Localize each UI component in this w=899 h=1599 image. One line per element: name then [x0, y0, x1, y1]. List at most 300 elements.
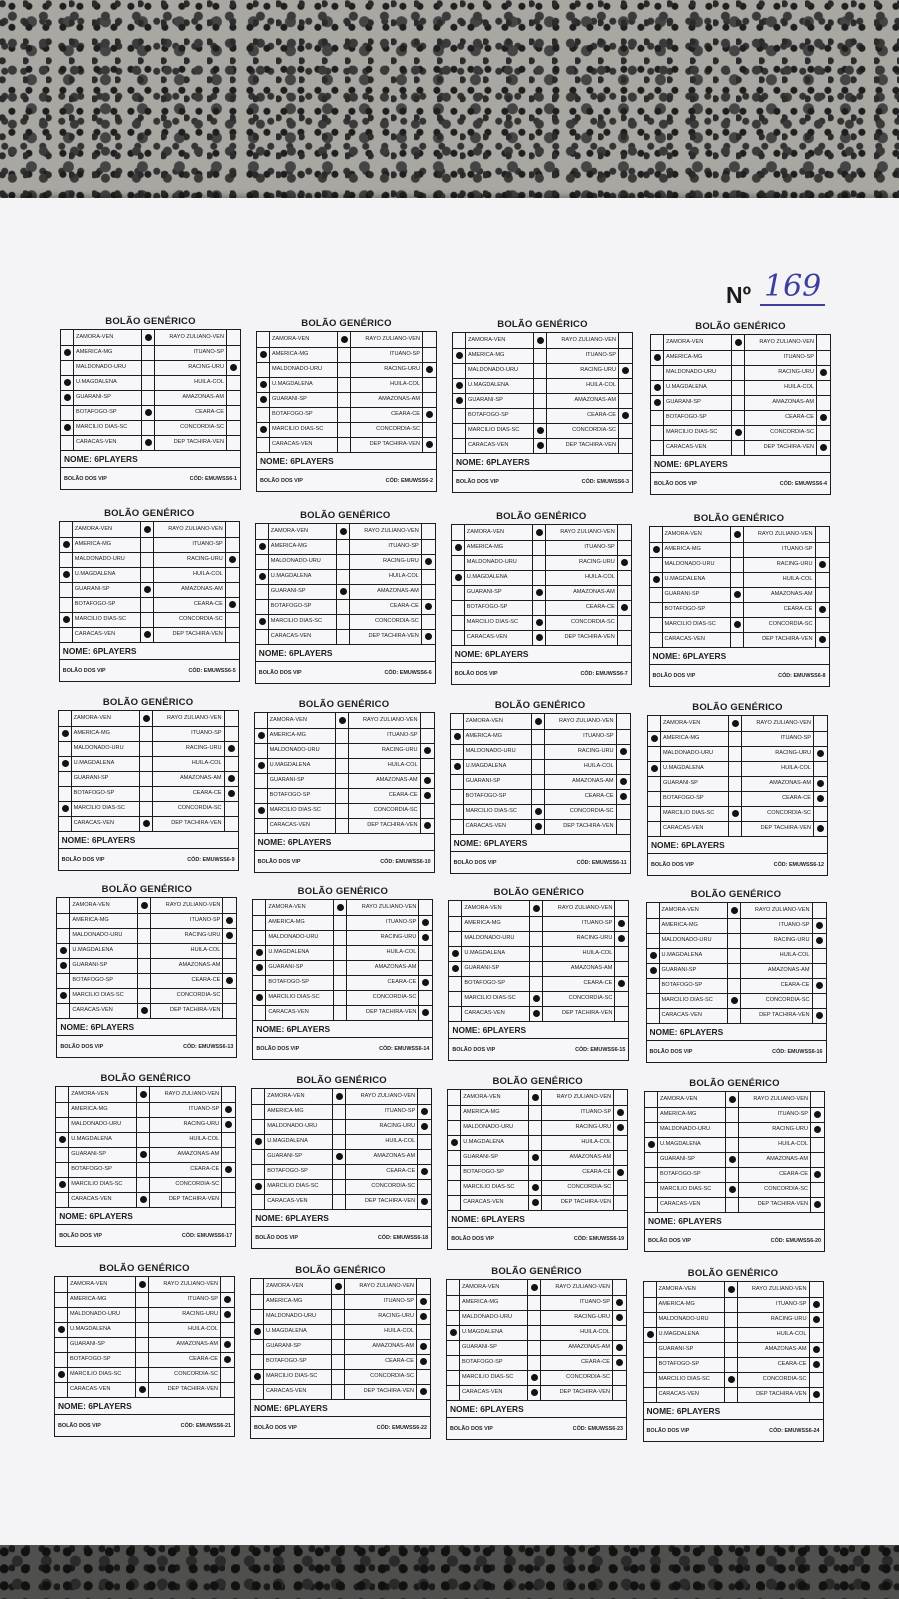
draw-pick-box[interactable] [529, 1105, 542, 1120]
draw-pick-box[interactable] [731, 632, 744, 647]
away-pick-box[interactable] [615, 931, 628, 946]
home-pick-box[interactable] [651, 410, 664, 425]
draw-pick-box[interactable] [732, 395, 745, 410]
home-pick-box[interactable] [56, 1132, 69, 1147]
draw-pick-box[interactable] [533, 600, 546, 615]
home-pick-box[interactable] [251, 1294, 264, 1309]
draw-pick-box[interactable] [334, 1005, 347, 1020]
draw-pick-box[interactable] [729, 791, 742, 806]
draw-pick-box[interactable] [529, 1120, 542, 1135]
home-pick-box[interactable] [448, 1090, 461, 1105]
home-pick-box[interactable] [251, 1309, 264, 1324]
home-pick-box[interactable] [55, 1337, 68, 1352]
away-pick-box[interactable] [618, 585, 631, 600]
home-pick-box[interactable] [650, 557, 663, 572]
home-pick-box[interactable] [56, 1087, 69, 1102]
draw-pick-box[interactable] [725, 1357, 738, 1372]
draw-pick-box[interactable] [534, 438, 547, 453]
home-pick-box[interactable] [452, 525, 465, 540]
away-pick-box[interactable] [810, 1387, 823, 1402]
home-pick-box[interactable] [650, 617, 663, 632]
home-pick-box[interactable] [451, 759, 464, 774]
home-pick-box[interactable] [257, 407, 270, 422]
away-pick-box[interactable] [222, 1117, 235, 1132]
away-pick-box[interactable] [811, 1167, 824, 1182]
away-pick-box[interactable] [617, 729, 630, 744]
away-pick-box[interactable] [811, 1182, 824, 1197]
draw-pick-box[interactable] [334, 990, 347, 1005]
home-pick-box[interactable] [60, 627, 73, 642]
home-pick-box[interactable] [651, 395, 664, 410]
home-pick-box[interactable] [650, 572, 663, 587]
draw-pick-box[interactable] [731, 587, 744, 602]
draw-pick-box[interactable] [532, 729, 545, 744]
away-pick-box[interactable] [617, 819, 630, 834]
draw-pick-box[interactable] [141, 582, 154, 597]
away-pick-box[interactable] [222, 1192, 235, 1207]
home-pick-box[interactable] [56, 1102, 69, 1117]
home-pick-box[interactable] [253, 930, 266, 945]
home-pick-box[interactable] [57, 1003, 70, 1018]
away-pick-box[interactable] [423, 392, 436, 407]
draw-pick-box[interactable] [533, 615, 546, 630]
away-pick-box[interactable] [617, 714, 630, 729]
home-pick-box[interactable] [59, 726, 72, 741]
away-pick-box[interactable] [619, 423, 632, 438]
home-pick-box[interactable] [645, 1152, 658, 1167]
home-pick-box[interactable] [448, 1195, 461, 1210]
home-pick-box[interactable] [448, 1165, 461, 1180]
draw-pick-box[interactable] [728, 1008, 741, 1023]
away-pick-box[interactable] [423, 437, 436, 452]
away-pick-box[interactable] [421, 743, 434, 758]
away-pick-box[interactable] [223, 1003, 236, 1018]
home-pick-box[interactable] [650, 602, 663, 617]
draw-pick-box[interactable] [534, 333, 547, 348]
away-pick-box[interactable] [419, 990, 432, 1005]
home-pick-box[interactable] [645, 1167, 658, 1182]
draw-pick-box[interactable] [533, 630, 546, 645]
home-pick-box[interactable] [257, 377, 270, 392]
home-pick-box[interactable] [57, 928, 70, 943]
draw-pick-box[interactable] [728, 918, 741, 933]
draw-pick-box[interactable] [726, 1182, 739, 1197]
home-pick-box[interactable] [648, 821, 661, 836]
draw-pick-box[interactable] [142, 375, 155, 390]
away-pick-box[interactable] [618, 525, 631, 540]
away-pick-box[interactable] [223, 988, 236, 1003]
draw-pick-box[interactable] [142, 435, 155, 450]
home-pick-box[interactable] [447, 1325, 460, 1340]
home-pick-box[interactable] [59, 816, 72, 831]
home-pick-box[interactable] [644, 1282, 657, 1297]
home-pick-box[interactable] [451, 744, 464, 759]
home-pick-box[interactable] [449, 1006, 462, 1021]
home-pick-box[interactable] [59, 741, 72, 756]
away-pick-box[interactable] [618, 615, 631, 630]
home-pick-box[interactable] [647, 1008, 660, 1023]
away-pick-box[interactable] [417, 1354, 430, 1369]
away-pick-box[interactable] [418, 1149, 431, 1164]
home-pick-box[interactable] [253, 945, 266, 960]
home-pick-box[interactable] [56, 1117, 69, 1132]
away-pick-box[interactable] [817, 365, 830, 380]
draw-pick-box[interactable] [725, 1297, 738, 1312]
home-pick-box[interactable] [644, 1312, 657, 1327]
home-pick-box[interactable] [60, 522, 73, 537]
home-pick-box[interactable] [452, 555, 465, 570]
away-pick-box[interactable] [222, 1132, 235, 1147]
home-pick-box[interactable] [253, 900, 266, 915]
draw-pick-box[interactable] [731, 557, 744, 572]
draw-pick-box[interactable] [528, 1295, 541, 1310]
draw-pick-box[interactable] [336, 713, 349, 728]
away-pick-box[interactable] [811, 1152, 824, 1167]
away-pick-box[interactable] [816, 602, 829, 617]
home-pick-box[interactable] [447, 1385, 460, 1400]
away-pick-box[interactable] [225, 816, 238, 831]
away-pick-box[interactable] [421, 818, 434, 833]
away-pick-box[interactable] [615, 961, 628, 976]
away-pick-box[interactable] [618, 630, 631, 645]
away-pick-box[interactable] [418, 1164, 431, 1179]
draw-pick-box[interactable] [136, 1322, 149, 1337]
draw-pick-box[interactable] [533, 555, 546, 570]
draw-pick-box[interactable] [534, 378, 547, 393]
away-pick-box[interactable] [613, 1325, 626, 1340]
away-pick-box[interactable] [618, 570, 631, 585]
home-pick-box[interactable] [647, 918, 660, 933]
draw-pick-box[interactable] [726, 1137, 739, 1152]
home-pick-box[interactable] [451, 729, 464, 744]
home-pick-box[interactable] [251, 1354, 264, 1369]
draw-pick-box[interactable] [532, 789, 545, 804]
home-pick-box[interactable] [57, 973, 70, 988]
away-pick-box[interactable] [814, 791, 827, 806]
draw-pick-box[interactable] [530, 901, 543, 916]
draw-pick-box[interactable] [532, 819, 545, 834]
away-pick-box[interactable] [421, 713, 434, 728]
draw-pick-box[interactable] [528, 1310, 541, 1325]
draw-pick-box[interactable] [726, 1107, 739, 1122]
home-pick-box[interactable] [253, 975, 266, 990]
home-pick-box[interactable] [255, 788, 268, 803]
draw-pick-box[interactable] [729, 776, 742, 791]
draw-pick-box[interactable] [142, 360, 155, 375]
away-pick-box[interactable] [617, 804, 630, 819]
away-pick-box[interactable] [227, 420, 240, 435]
away-pick-box[interactable] [618, 540, 631, 555]
draw-pick-box[interactable] [333, 1119, 346, 1134]
home-pick-box[interactable] [57, 898, 70, 913]
home-pick-box[interactable] [256, 599, 269, 614]
draw-pick-box[interactable] [534, 408, 547, 423]
away-pick-box[interactable] [226, 627, 239, 642]
away-pick-box[interactable] [810, 1327, 823, 1342]
home-pick-box[interactable] [255, 818, 268, 833]
away-pick-box[interactable] [226, 567, 239, 582]
away-pick-box[interactable] [422, 614, 435, 629]
away-pick-box[interactable] [810, 1357, 823, 1372]
draw-pick-box[interactable] [140, 771, 153, 786]
draw-pick-box[interactable] [338, 392, 351, 407]
away-pick-box[interactable] [419, 930, 432, 945]
draw-pick-box[interactable] [732, 410, 745, 425]
draw-pick-box[interactable] [336, 728, 349, 743]
home-pick-box[interactable] [61, 390, 74, 405]
home-pick-box[interactable] [257, 437, 270, 452]
draw-pick-box[interactable] [336, 788, 349, 803]
home-pick-box[interactable] [61, 405, 74, 420]
home-pick-box[interactable] [252, 1089, 265, 1104]
away-pick-box[interactable] [222, 1102, 235, 1117]
home-pick-box[interactable] [256, 629, 269, 644]
away-pick-box[interactable] [422, 524, 435, 539]
home-pick-box[interactable] [252, 1194, 265, 1209]
away-pick-box[interactable] [618, 555, 631, 570]
home-pick-box[interactable] [255, 773, 268, 788]
home-pick-box[interactable] [645, 1197, 658, 1212]
draw-pick-box[interactable] [142, 330, 155, 345]
away-pick-box[interactable] [817, 425, 830, 440]
away-pick-box[interactable] [614, 1105, 627, 1120]
draw-pick-box[interactable] [732, 335, 745, 350]
home-pick-box[interactable] [644, 1342, 657, 1357]
draw-pick-box[interactable] [528, 1370, 541, 1385]
draw-pick-box[interactable] [137, 1117, 150, 1132]
away-pick-box[interactable] [811, 1107, 824, 1122]
away-pick-box[interactable] [813, 993, 826, 1008]
draw-pick-box[interactable] [334, 900, 347, 915]
away-pick-box[interactable] [617, 744, 630, 759]
home-pick-box[interactable] [651, 350, 664, 365]
home-pick-box[interactable] [650, 632, 663, 647]
home-pick-box[interactable] [61, 345, 74, 360]
draw-pick-box[interactable] [136, 1307, 149, 1322]
away-pick-box[interactable] [617, 774, 630, 789]
draw-pick-box[interactable] [729, 821, 742, 836]
home-pick-box[interactable] [647, 933, 660, 948]
away-pick-box[interactable] [816, 557, 829, 572]
home-pick-box[interactable] [256, 569, 269, 584]
home-pick-box[interactable] [453, 438, 466, 453]
home-pick-box[interactable] [256, 554, 269, 569]
away-pick-box[interactable] [614, 1090, 627, 1105]
home-pick-box[interactable] [55, 1322, 68, 1337]
home-pick-box[interactable] [57, 988, 70, 1003]
draw-pick-box[interactable] [138, 928, 151, 943]
away-pick-box[interactable] [816, 527, 829, 542]
draw-pick-box[interactable] [729, 761, 742, 776]
draw-pick-box[interactable] [729, 746, 742, 761]
away-pick-box[interactable] [810, 1282, 823, 1297]
home-pick-box[interactable] [452, 585, 465, 600]
draw-pick-box[interactable] [532, 759, 545, 774]
home-pick-box[interactable] [59, 786, 72, 801]
home-pick-box[interactable] [648, 716, 661, 731]
home-pick-box[interactable] [56, 1162, 69, 1177]
home-pick-box[interactable] [449, 991, 462, 1006]
home-pick-box[interactable] [447, 1370, 460, 1385]
draw-pick-box[interactable] [141, 612, 154, 627]
away-pick-box[interactable] [810, 1297, 823, 1312]
home-pick-box[interactable] [449, 931, 462, 946]
draw-pick-box[interactable] [533, 525, 546, 540]
home-pick-box[interactable] [448, 1135, 461, 1150]
away-pick-box[interactable] [614, 1120, 627, 1135]
home-pick-box[interactable] [257, 362, 270, 377]
draw-pick-box[interactable] [726, 1167, 739, 1182]
away-pick-box[interactable] [226, 537, 239, 552]
away-pick-box[interactable] [813, 963, 826, 978]
home-pick-box[interactable] [650, 527, 663, 542]
away-pick-box[interactable] [223, 913, 236, 928]
home-pick-box[interactable] [252, 1149, 265, 1164]
draw-pick-box[interactable] [533, 585, 546, 600]
away-pick-box[interactable] [619, 378, 632, 393]
home-pick-box[interactable] [447, 1340, 460, 1355]
draw-pick-box[interactable] [337, 524, 350, 539]
draw-pick-box[interactable] [532, 804, 545, 819]
home-pick-box[interactable] [252, 1134, 265, 1149]
away-pick-box[interactable] [227, 345, 240, 360]
draw-pick-box[interactable] [528, 1280, 541, 1295]
draw-pick-box[interactable] [337, 584, 350, 599]
draw-pick-box[interactable] [529, 1195, 542, 1210]
away-pick-box[interactable] [221, 1352, 234, 1367]
draw-pick-box[interactable] [334, 975, 347, 990]
away-pick-box[interactable] [222, 1147, 235, 1162]
draw-pick-box[interactable] [137, 1087, 150, 1102]
home-pick-box[interactable] [648, 731, 661, 746]
draw-pick-box[interactable] [332, 1369, 345, 1384]
away-pick-box[interactable] [225, 801, 238, 816]
away-pick-box[interactable] [417, 1279, 430, 1294]
away-pick-box[interactable] [417, 1324, 430, 1339]
home-pick-box[interactable] [447, 1355, 460, 1370]
away-pick-box[interactable] [619, 333, 632, 348]
away-pick-box[interactable] [422, 599, 435, 614]
draw-pick-box[interactable] [141, 537, 154, 552]
draw-pick-box[interactable] [338, 332, 351, 347]
home-pick-box[interactable] [61, 330, 74, 345]
home-pick-box[interactable] [448, 1120, 461, 1135]
draw-pick-box[interactable] [728, 933, 741, 948]
away-pick-box[interactable] [613, 1355, 626, 1370]
draw-pick-box[interactable] [726, 1122, 739, 1137]
draw-pick-box[interactable] [136, 1277, 149, 1292]
home-pick-box[interactable] [59, 801, 72, 816]
away-pick-box[interactable] [417, 1369, 430, 1384]
away-pick-box[interactable] [613, 1310, 626, 1325]
draw-pick-box[interactable] [334, 945, 347, 960]
home-pick-box[interactable] [253, 960, 266, 975]
home-pick-box[interactable] [453, 393, 466, 408]
away-pick-box[interactable] [226, 552, 239, 567]
draw-pick-box[interactable] [141, 552, 154, 567]
draw-pick-box[interactable] [137, 1132, 150, 1147]
draw-pick-box[interactable] [141, 627, 154, 642]
home-pick-box[interactable] [60, 582, 73, 597]
home-pick-box[interactable] [56, 1147, 69, 1162]
away-pick-box[interactable] [811, 1122, 824, 1137]
home-pick-box[interactable] [60, 552, 73, 567]
home-pick-box[interactable] [253, 1005, 266, 1020]
draw-pick-box[interactable] [336, 818, 349, 833]
home-pick-box[interactable] [55, 1367, 68, 1382]
away-pick-box[interactable] [223, 928, 236, 943]
draw-pick-box[interactable] [725, 1282, 738, 1297]
draw-pick-box[interactable] [728, 993, 741, 1008]
draw-pick-box[interactable] [142, 390, 155, 405]
draw-pick-box[interactable] [530, 961, 543, 976]
away-pick-box[interactable] [417, 1294, 430, 1309]
draw-pick-box[interactable] [138, 973, 151, 988]
draw-pick-box[interactable] [532, 744, 545, 759]
draw-pick-box[interactable] [725, 1342, 738, 1357]
away-pick-box[interactable] [421, 758, 434, 773]
away-pick-box[interactable] [422, 539, 435, 554]
home-pick-box[interactable] [447, 1295, 460, 1310]
away-pick-box[interactable] [221, 1367, 234, 1382]
away-pick-box[interactable] [423, 422, 436, 437]
away-pick-box[interactable] [619, 438, 632, 453]
draw-pick-box[interactable] [338, 377, 351, 392]
away-pick-box[interactable] [816, 572, 829, 587]
away-pick-box[interactable] [422, 554, 435, 569]
home-pick-box[interactable] [451, 789, 464, 804]
home-pick-box[interactable] [451, 819, 464, 834]
away-pick-box[interactable] [221, 1307, 234, 1322]
home-pick-box[interactable] [257, 347, 270, 362]
draw-pick-box[interactable] [729, 716, 742, 731]
home-pick-box[interactable] [449, 961, 462, 976]
draw-pick-box[interactable] [532, 774, 545, 789]
draw-pick-box[interactable] [529, 1150, 542, 1165]
home-pick-box[interactable] [59, 771, 72, 786]
home-pick-box[interactable] [651, 440, 664, 455]
draw-pick-box[interactable] [333, 1179, 346, 1194]
home-pick-box[interactable] [451, 714, 464, 729]
draw-pick-box[interactable] [336, 803, 349, 818]
draw-pick-box[interactable] [136, 1367, 149, 1382]
away-pick-box[interactable] [417, 1384, 430, 1399]
draw-pick-box[interactable] [141, 522, 154, 537]
draw-pick-box[interactable] [142, 345, 155, 360]
away-pick-box[interactable] [222, 1177, 235, 1192]
home-pick-box[interactable] [257, 392, 270, 407]
home-pick-box[interactable] [255, 803, 268, 818]
draw-pick-box[interactable] [332, 1384, 345, 1399]
away-pick-box[interactable] [226, 582, 239, 597]
home-pick-box[interactable] [648, 791, 661, 806]
away-pick-box[interactable] [615, 1006, 628, 1021]
draw-pick-box[interactable] [337, 599, 350, 614]
draw-pick-box[interactable] [140, 711, 153, 726]
away-pick-box[interactable] [421, 728, 434, 743]
draw-pick-box[interactable] [137, 1162, 150, 1177]
away-pick-box[interactable] [423, 377, 436, 392]
away-pick-box[interactable] [811, 1092, 824, 1107]
home-pick-box[interactable] [252, 1179, 265, 1194]
away-pick-box[interactable] [227, 390, 240, 405]
draw-pick-box[interactable] [731, 602, 744, 617]
draw-pick-box[interactable] [529, 1135, 542, 1150]
draw-pick-box[interactable] [338, 407, 351, 422]
draw-pick-box[interactable] [332, 1309, 345, 1324]
draw-pick-box[interactable] [333, 1089, 346, 1104]
away-pick-box[interactable] [613, 1370, 626, 1385]
